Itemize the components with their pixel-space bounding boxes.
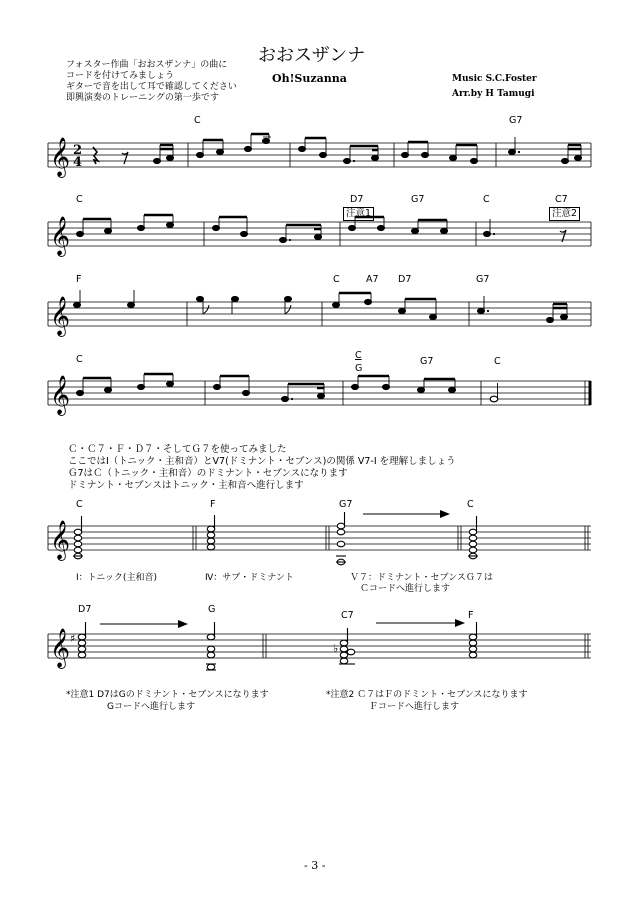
time-signature-top: 2 (73, 143, 83, 158)
notes-system-3-measure-4 (478, 296, 568, 323)
chord-symbol: C7 (341, 610, 354, 621)
notes-measure-2 (197, 134, 272, 158)
music-staff-system-2 (0, 210, 637, 255)
song-title-english: Oh!Suzanna (272, 72, 347, 85)
chord-symbol: C7 (555, 194, 568, 205)
eighth-rest-icon (122, 152, 128, 164)
notes-system-2-measure-4 (484, 219, 567, 242)
chord-symbol: C (483, 194, 490, 205)
notes-system-3-measure-1 (74, 290, 135, 308)
notes-system-4-measure-3 (352, 376, 456, 393)
footnote-1-line: *注意1 D7はGのドミナント・セブンスになります (66, 690, 269, 700)
half-note-chord-f (207, 515, 215, 550)
intro-line: フォスター作曲「おおスザンナ」の曲に (66, 60, 228, 70)
song-title-japanese: おおスザンナ (258, 45, 366, 66)
caption-tonic: Ⅰ：トニック(主和音) (76, 573, 157, 583)
footnote-2 (326, 689, 527, 713)
progression-arrow-icon (100, 620, 188, 628)
caption-subdominant: Ⅳ：サブ・ドミナント (205, 573, 294, 583)
footnote-1 (66, 689, 269, 713)
notes-measure-3 (299, 138, 379, 164)
half-note-chord-c (73, 516, 83, 559)
caution-box-1: 注意1 (343, 207, 374, 221)
footnote-1-line: Gコードへ進行します (107, 702, 195, 712)
explanation-line: Ｃ・Ｃ７・Ｆ・Ｄ７・そしてＧ７を使ってみました (68, 444, 287, 455)
treble-clef-icon: 𝄞 (50, 137, 71, 177)
treble-clef-icon: 𝄞 (50, 520, 71, 560)
composer-credit: Music S.C.Foster (452, 74, 537, 84)
chord-symbol: C (76, 354, 83, 365)
quarter-rest-icon (93, 147, 98, 164)
chord-symbol: G (208, 604, 216, 615)
chord-symbol: G7 (411, 194, 425, 205)
sharp-icon: ♯ (70, 632, 76, 645)
chord-symbol: G7 (339, 499, 353, 510)
chord-example-staff-1 (0, 510, 637, 570)
intro-text (66, 60, 237, 104)
chord-symbol: C (76, 194, 83, 205)
chord-symbol: D7 (398, 274, 412, 285)
footnote-2-line: *注意2 Ｃ７はＦのドミント・セブンスになります (326, 690, 528, 700)
explanation-text (68, 444, 456, 492)
chord-symbol: D7 (78, 604, 92, 615)
notes-system-2-measure-3 (349, 217, 448, 234)
treble-clef-icon: 𝄞 (50, 296, 71, 336)
chord-symbol: G7 (509, 115, 523, 126)
half-note-chord-g7 (336, 512, 346, 565)
intro-line: ギターで音を出して耳で確認してください (66, 82, 237, 92)
treble-clef-icon: 𝄞 (50, 628, 71, 668)
chord-example-staff-2 (0, 615, 637, 680)
slash-chord-top: C (355, 350, 362, 361)
notes-system-4-measure-2 (214, 376, 325, 402)
chord-symbol: C (194, 115, 201, 126)
notes-measure-5 (509, 137, 582, 164)
half-note-chord-c-resolution (468, 516, 478, 559)
intro-line: 即興演奏のトレーニングの第一歩です (66, 93, 219, 103)
notes-system-4-measure-4 (490, 383, 498, 402)
explanation-line: Ｇ7はＣ（トニック・主和音）のドミナント・セブンスになります (68, 468, 348, 479)
arranger-credit: Arr.by H Tamugi (452, 89, 535, 99)
chord-symbol: F (210, 499, 216, 510)
chord-symbol: F (468, 610, 474, 621)
music-staff-system-3 (0, 285, 637, 335)
chord-symbol: G7 (420, 356, 434, 367)
chord-symbol: C (467, 499, 474, 510)
notes-system-3-measure-2 (197, 296, 292, 314)
notes-system-4-measure-1 (77, 374, 174, 396)
progression-arrow-icon (376, 619, 465, 627)
caption-dominant-resolution: Ｃコードへ進行します (360, 584, 451, 594)
page-number: - 3 - (304, 859, 326, 872)
notes-measure-4 (402, 142, 478, 164)
explanation-line: ここではⅠ（トニック・主和音）とⅤ7(ドミナント・セブンス)の関係 V7-I を理解しましょう (68, 456, 456, 467)
notes-system-2-measure-1 (77, 215, 174, 237)
intro-line: コードを付けてみましょう (66, 71, 175, 81)
time-signature-bottom: 4 (73, 155, 83, 170)
caution-box-2: 注意2 (549, 207, 580, 221)
notes-system-3-measure-3 (333, 293, 437, 320)
chord-symbol: C (333, 274, 340, 285)
progression-arrow-icon (363, 510, 450, 518)
chord-symbol: C (76, 499, 83, 510)
treble-clef-icon: 𝄞 (50, 216, 71, 256)
flat-icon: ♭ (333, 642, 339, 655)
music-staff-system-4 (0, 370, 637, 420)
chord-symbol: C (494, 356, 501, 367)
explanation-line: ドミナント・セブンスはトニック・主和音へ進行します (68, 480, 304, 491)
slash-chord-bottom: G (355, 363, 363, 374)
chord-symbol: F (76, 274, 82, 285)
footnote-2-line: Ｆコードへ進行します (369, 702, 460, 712)
treble-clef-icon: 𝄞 (50, 375, 71, 415)
notes-system-2-measure-2 (213, 217, 322, 243)
chord-symbol: D7 (350, 194, 364, 205)
chord-symbol: G7 (476, 274, 490, 285)
chord-symbol: A7 (366, 274, 379, 285)
caption-dominant-seventh: Ｖ７：ドミナント・セブンスＧ７は (350, 573, 493, 583)
music-staff-system-1 (0, 130, 637, 190)
